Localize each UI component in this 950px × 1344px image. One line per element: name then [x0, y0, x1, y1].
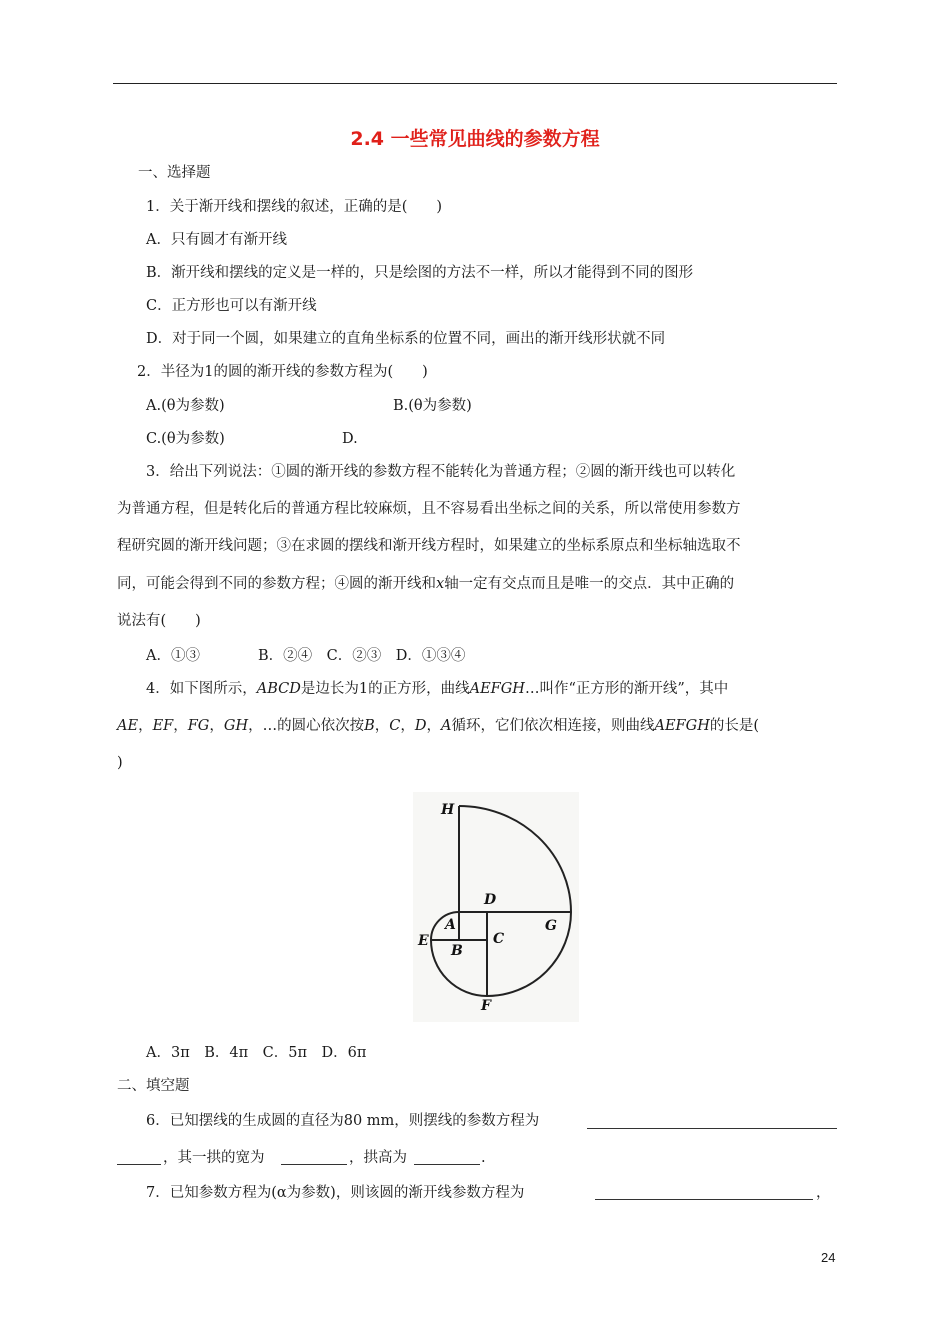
- q4-line-1: 4．如下图所示，ABCD是边长为1的正方形，曲线AEFGH…叫作“正方形的渐开线”，其中: [146, 681, 729, 697]
- q2-option-d: D.: [342, 431, 358, 447]
- page-title: 2.4 一些常见曲线的参数方程: [350, 128, 600, 150]
- q1-option-b: B．渐开线和摆线的定义是一样的，只是绘图的方法不一样，所以才能得到不同的图形: [146, 265, 694, 281]
- q3-line-3: 程研究圆的渐开线问题；③在求圆的摆线和渐开线方程时，如果建立的坐标系原点和坐标轴选取不: [117, 538, 741, 554]
- header-rule: [113, 83, 837, 84]
- q6-blank-1-cont[interactable]: [117, 1164, 161, 1165]
- q3-line-2: 为普通方程，但是转化后的普通方程比较麻烦，且不容易看出坐标之间的关系，所以常使用参数方: [117, 501, 741, 517]
- label-g: G: [545, 918, 557, 934]
- q2-option-a: A.(θ为参数): [146, 398, 225, 414]
- q6-end: .: [481, 1150, 486, 1166]
- label-c: C: [493, 931, 505, 947]
- q6-height-text: ，拱高为: [349, 1150, 407, 1166]
- q3-line-4: 同，可能会得到不同的参数方程；④圆的渐开线和x轴一定有交点而且是唯一的交点．其中正确的: [117, 576, 735, 592]
- q6-width-text: ，其一拱的宽为: [163, 1150, 265, 1166]
- q3-line-1: 3．给出下列说法：①圆的渐开线的参数方程不能转化为普通方程；②圆的渐开线也可以转化: [146, 464, 736, 480]
- q7-line-1: 7．已知参数方程为(α为参数)，则该圆的渐开线参数方程为: [146, 1185, 525, 1201]
- x-axis-symbol: x: [436, 576, 445, 592]
- q4-line-2: AE，EF，FG，GH，…的圆心依次按B，C，D，A循环，它们依次相连接，则曲线AEFGH的长是(: [117, 718, 760, 734]
- q7-blank-1[interactable]: [595, 1199, 813, 1200]
- q3-line-5: 说法有( ): [117, 613, 201, 629]
- q6-blank-2[interactable]: [281, 1164, 347, 1165]
- q7-comma: ，: [816, 1185, 831, 1201]
- q6-blank-3[interactable]: [414, 1164, 480, 1165]
- q1-option-d: D．对于同一个圆，如果建立的直角坐标系的位置不同，画出的渐开线形状就不同: [146, 331, 666, 347]
- q2-option-c: C.(θ为参数): [146, 431, 225, 447]
- q1-stem: 1．关于渐开线和摆线的叙述，正确的是( ): [146, 199, 443, 215]
- q4-options: A．3π B．4π C．5π D．6π: [146, 1045, 367, 1061]
- q2-stem: 2．半径为1的圆的渐开线的参数方程为( ): [137, 364, 428, 380]
- label-d: D: [484, 892, 497, 908]
- label-b: B: [451, 943, 463, 959]
- q6-line-1: 6．已知摆线的生成圆的直径为80 mm，则摆线的参数方程为: [146, 1113, 540, 1129]
- page-number: 24: [821, 1250, 836, 1265]
- q3-options: A．①③ B．②④ C．②③ D．①③④: [146, 648, 466, 664]
- q1-option-c: C．正方形也可以有渐开线: [146, 298, 317, 314]
- label-h: H: [441, 802, 455, 818]
- q1-option-a: A．只有圆才有渐开线: [146, 232, 287, 248]
- label-e: E: [418, 933, 429, 949]
- section-heading-fill: 二、填空题: [117, 1078, 190, 1094]
- q6-blank-1[interactable]: [587, 1128, 837, 1129]
- square-involute-figure: [413, 792, 579, 1022]
- label-a: A: [445, 917, 456, 933]
- section-heading-choice: 一、选择题: [138, 165, 211, 181]
- q2-option-b: B.(θ为参数): [393, 398, 472, 414]
- label-f: F: [481, 998, 491, 1014]
- q4-line-3: ): [117, 755, 123, 771]
